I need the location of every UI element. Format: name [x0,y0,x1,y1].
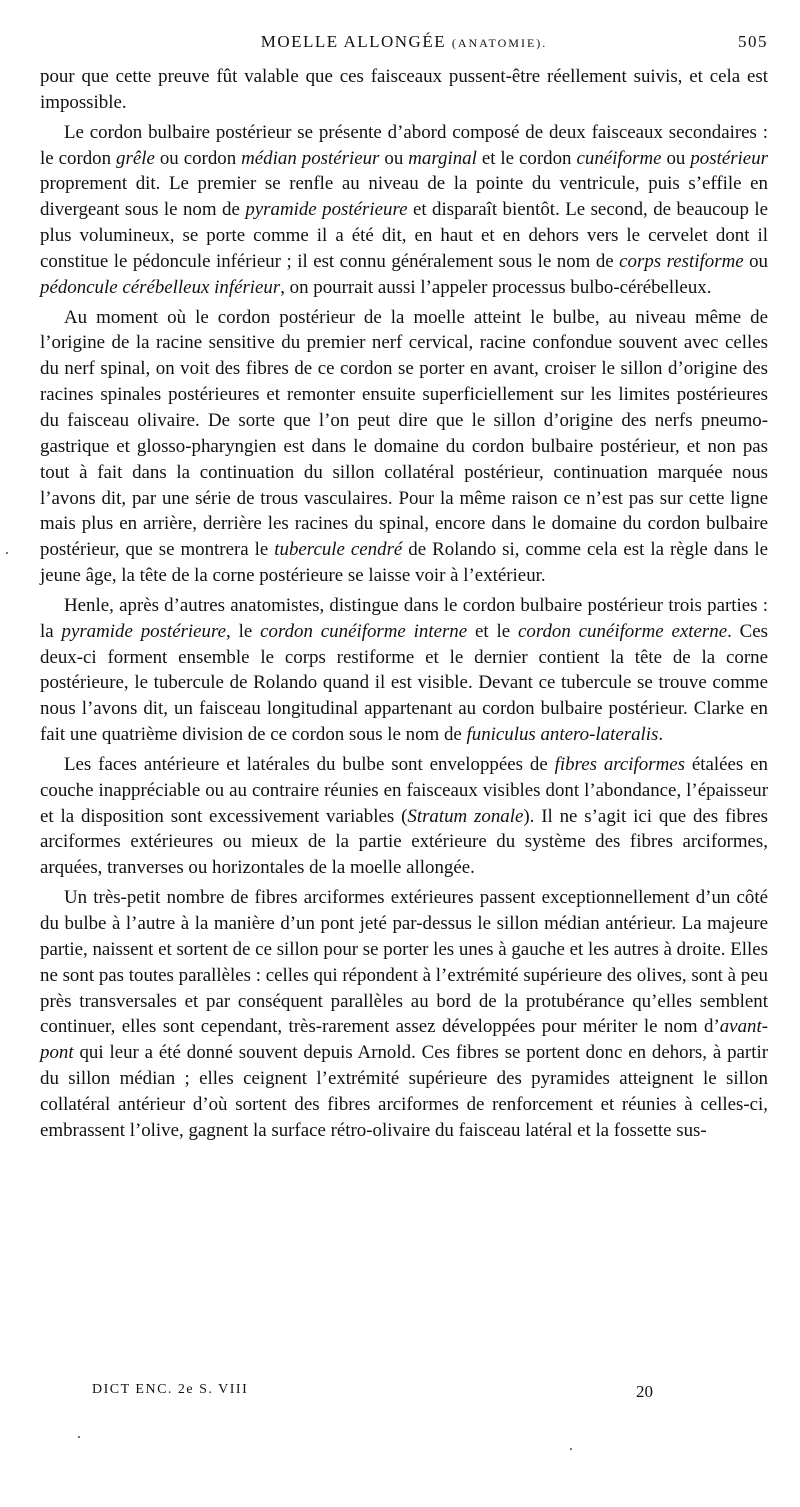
page-number: 505 [738,32,768,51]
italic-term: Stratum zonale [407,805,524,827]
italic-term: tubercule cendré [274,539,403,561]
text-run: et disparaît bientôt. Le second, de beaucoup le plus volumineux, se porte comme il a été dit, en haut et en dehors vers le cervelet dont il constitue le pédoncule inférieur ; il est connu généralement sous le nom de [40,199,768,272]
text-run: ou [661,147,691,169]
running-title-main: MOELLE ALLONGÉE [260,32,447,51]
text-run: et le cordon [476,147,577,169]
italic-term: médian postérieur [241,147,380,169]
running-title-sub: (ANATOMIE). [451,36,548,50]
text-run: qui leur a été donné souvent depuis Arnold. Ces fibres se portent donc en dehors, à partir du sillon médian ; elles ceignent l’extrémité supérieure des pyramides atteignent le sillon collatéral antérieur d’où sortent des fibres arciformes de renforcement et réunies à celles-ci, embrassent l’olive, gagnent la surface rétro-olivaire du faisceau latéral et la fossette sus- [40,1042,768,1141]
running-head [40,32,768,58]
italic-term: marginal [408,147,477,169]
italic-term: postérieur [690,147,768,169]
paragraph [40,305,768,589]
text-run: . Ces deux-ci forment ensemble le corps restiforme et le dernier contient la tête de la corne postérieure, le tubercule de Rolando quand il est visible. Devant ce tubercule se trouve comme nous l’avons dit, un faisceau longitudinal appartenant au cordon bulbaire postérieur. Clarke en fait une quatrième division de ce cordon sous le nom de [40,620,768,746]
italic-term: corps restiforme [619,250,744,272]
text-run: Les faces antérieure et latérales du bulbe sont enveloppées de [64,753,555,775]
text-run: Henle, après d’autres anatomistes, distingue dans le cordon bulbaire postérieur trois parties : la [40,594,768,642]
text-run: ). Il ne s’agit ici que des fibres arciformes extérieures ou mieux de la partie extérieure du système des fibres arciformes, arquées, tranverses ou horizontales de la moelle allongée. [40,805,768,879]
paragraph [40,593,768,748]
running-title [40,32,768,52]
text-run: ou [743,250,768,272]
text-run: pour que cette preuve fût valable que ces faisceaux pussent-être réellement suivis, et cela est impossible. [40,66,768,113]
printer-signature: DICT ENC. 2e S. VIII [92,1382,249,1397]
text-run: Au moment où le cordon postérieur de la moelle atteint le bulbe, au niveau même de l’origine de la racine sensitive du premier nerf cervical, racine confondue souvent avec celles du nerf spinal, on voit des fibres de ce cordon se porter en avant, croiser le sillon d’origine des racines spinales postérieures et remonter ensuite superficiellement sur les limites postérieures du faisceau olivaire. De sorte que l’on peut dire que le sillon d’origine des nerfs pneumo-gastrique et glosso-pharyngien est dans le domaine du cordon bulbaire postérieur, et non pas tout à fait dans la continuation du sillon collatéral postérieur, continuation marquée nous l’avons dit, par une série de trous vasculaires. Pour la même raison ce n’est pas sur cette ligne mais plus en arrière, derrière les racines du spinal, encore dans le domaine du cordon bulbaire postérieur, que se montrera le [40,306,768,561]
paragraph [40,885,768,1143]
italic-term: pédoncule cérébelleux inférieur [40,276,281,298]
text-run: de Rolando si, comme cela est la règle dans le jeune âge, la tête de la corne postérieure se laisse voir à l’extérieur. [40,539,768,587]
italic-term: funiculus antero-lateralis [466,724,659,746]
italic-term: pyramide postérieure [245,199,408,221]
text-run: . [658,724,664,746]
sheet-number: 20 [636,1382,653,1401]
italic-term: pyramide postérieure [61,620,227,642]
italic-term: cordon cunéiforme interne [260,620,468,642]
text-run: étalées en couche inappréciable ou au contraire réunies en faisceaux visibles dont l’abondance, l’épaisseur et la disposition sont excessivement variables ( [40,753,768,827]
scan-speck [6,552,8,554]
text-run: , on pourrait aussi l’appeler processus bulbo-cérébelleux. [280,276,712,298]
italic-term: cordon cunéiforme externe [517,620,728,642]
italic-term: grêle [116,147,155,169]
body-text [40,64,768,1144]
text-run: Le cordon bulbaire postérieur se présente d’abord composé de deux faisceaux secondaires : le cordon [40,121,768,169]
text-run: ou [379,147,409,169]
paragraph [40,752,768,881]
paragraph [40,64,768,116]
scan-speck [78,1436,80,1438]
paragraph [40,120,768,301]
text-run: , le [226,620,261,642]
italic-term: avant-pont [40,1016,768,1064]
page-footer [40,1382,768,1408]
text-run: et le [467,620,518,642]
text-run: ou cordon [154,147,242,169]
italic-term: cunéiforme [576,147,662,169]
italic-term: fibres arciformes [554,753,685,775]
text-run: Un très-petit nombre de fibres arciformes extérieures passent exceptionnellement d’un côté du bulbe à l’autre à la manière d’un pont jeté par-dessus le sillon médian antérieur. La majeure partie, naissent et sortent de ce sillon pour se porter les unes à gauche et les autres à droite. Elles ne sont pas toutes parallèles : celles qui répondent à l’extrémité supérieure des olives, sont à peu près transversales et par conséquent parallèles au bord de la protubérance qu’elles semblent continuer, elles sont cependant, très-rarement assez développées pour mériter le nom d’ [40,887,768,1038]
text-run: proprement dit. Le premier se renfle au niveau de la pointe du ventricule, puis s’effile en divergeant sous le nom de [40,173,768,221]
scan-speck [570,1448,572,1450]
